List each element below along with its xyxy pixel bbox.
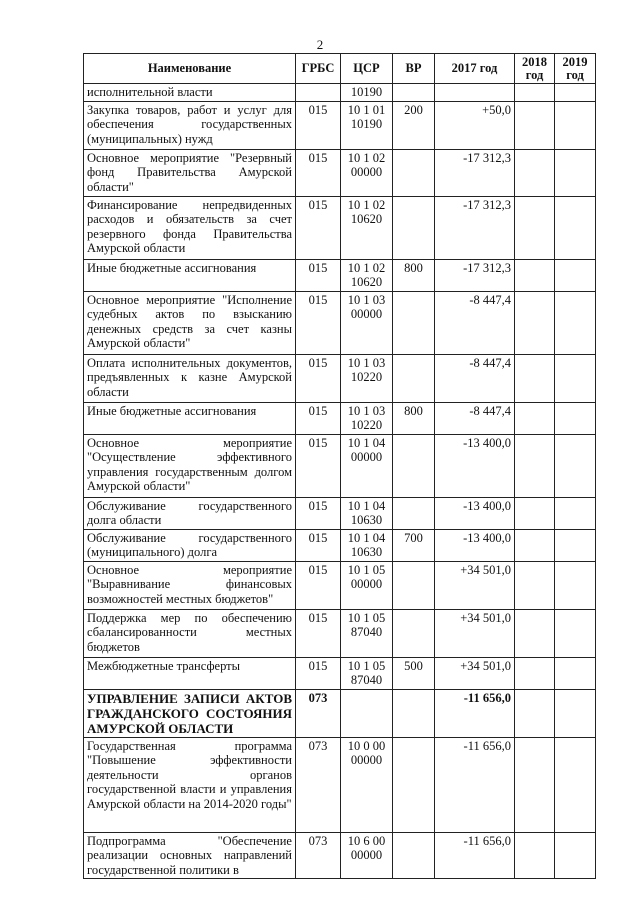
table-row: [84, 832, 596, 879]
row-grbs: 015: [296, 354, 341, 402]
row-sum-2017: +50,0: [435, 101, 515, 149]
header-name: Наименование: [84, 54, 296, 84]
row-name: Закупка товаров, работ и услуг для обеспечения государственных (муниципальных) нужд: [84, 101, 296, 149]
table-row: [84, 196, 596, 259]
row-csr: 10 1 03 00000: [341, 291, 393, 354]
table-row: [84, 291, 596, 354]
row-grbs: 015: [296, 609, 341, 657]
row-csr: 10 1 05 87040: [341, 609, 393, 657]
row-sum-2018: [515, 101, 555, 149]
row-sum-2017: -17 312,3: [435, 196, 515, 259]
table-row: [84, 149, 596, 196]
row-grbs: 073: [296, 689, 341, 737]
row-sum-2017: -13 400,0: [435, 434, 515, 497]
row-grbs: [296, 84, 341, 102]
row-grbs: 015: [296, 291, 341, 354]
row-csr: 10 0 00 00000: [341, 737, 393, 832]
row-name: Обслуживание государственного (муниципального) долга: [84, 529, 296, 561]
row-grbs: 015: [296, 402, 341, 434]
row-vr: [393, 434, 435, 497]
table-row: [84, 497, 596, 529]
row-sum-2018: [515, 561, 555, 609]
row-sum-2018: [515, 832, 555, 879]
row-sum-2019: [555, 196, 596, 259]
row-csr: 10 1 03 10220: [341, 402, 393, 434]
row-sum-2018: [515, 196, 555, 259]
row-sum-2017: +34 501,0: [435, 561, 515, 609]
header-csr: ЦСР: [341, 54, 393, 84]
row-name: Финансирование непредвиденных расходов и обязательств за счет резервного фонда Правительства Амурской области: [84, 196, 296, 259]
table-row: [84, 259, 596, 291]
row-sum-2019: [555, 402, 596, 434]
row-grbs: 015: [296, 657, 341, 689]
row-vr: 700: [393, 529, 435, 561]
row-csr: 10 1 02 10620: [341, 196, 393, 259]
row-name: Межбюджетные трансферты: [84, 657, 296, 689]
row-name: Иные бюджетные ассигнования: [84, 402, 296, 434]
row-csr: 10 1 04 10630: [341, 529, 393, 561]
row-vr: [393, 561, 435, 609]
row-sum-2017: -13 400,0: [435, 497, 515, 529]
row-sum-2018: [515, 737, 555, 832]
row-sum-2018: [515, 529, 555, 561]
table-row: [84, 101, 596, 149]
header-2018: 2018 год: [515, 54, 555, 84]
row-vr: [393, 737, 435, 832]
table-row: [84, 737, 596, 832]
row-sum-2017: -8 447,4: [435, 402, 515, 434]
row-sum-2019: [555, 561, 596, 609]
row-csr: 10 1 04 10630: [341, 497, 393, 529]
row-sum-2017: -11 656,0: [435, 832, 515, 879]
row-sum-2019: [555, 259, 596, 291]
row-sum-2019: [555, 529, 596, 561]
row-name: исполнительной власти: [84, 84, 296, 102]
table-row: [84, 434, 596, 497]
row-csr: 10 1 05 87040: [341, 657, 393, 689]
table-row: [84, 402, 596, 434]
table-row: [84, 609, 596, 657]
row-name: Оплата исполнительных документов, предъявленных к казне Амурской области: [84, 354, 296, 402]
row-vr: [393, 497, 435, 529]
table-row: [84, 657, 596, 689]
row-sum-2017: -13 400,0: [435, 529, 515, 561]
row-name: Иные бюджетные ассигнования: [84, 259, 296, 291]
row-name: Основное мероприятие "Выравнивание финансовых возможностей местных бюджетов": [84, 561, 296, 609]
row-sum-2018: [515, 402, 555, 434]
row-sum-2019: [555, 354, 596, 402]
row-sum-2018: [515, 259, 555, 291]
row-sum-2019: [555, 737, 596, 832]
row-sum-2019: [555, 832, 596, 879]
row-sum-2018: [515, 497, 555, 529]
row-grbs: 015: [296, 196, 341, 259]
row-csr: 10 1 02 00000: [341, 149, 393, 196]
row-vr: 800: [393, 402, 435, 434]
row-sum-2017: -17 312,3: [435, 259, 515, 291]
row-vr: [393, 291, 435, 354]
row-sum-2018: [515, 84, 555, 102]
row-sum-2017: -8 447,4: [435, 291, 515, 354]
row-sum-2017: -8 447,4: [435, 354, 515, 402]
row-csr: 10 1 02 10620: [341, 259, 393, 291]
table-row: [84, 354, 596, 402]
row-csr: 10 1 01 10190: [341, 101, 393, 149]
row-grbs: 073: [296, 737, 341, 832]
row-sum-2018: [515, 291, 555, 354]
row-sum-2017: +34 501,0: [435, 609, 515, 657]
row-sum-2019: [555, 291, 596, 354]
header-grbs: ГРБС: [296, 54, 341, 84]
row-sum-2019: [555, 689, 596, 737]
row-sum-2019: [555, 497, 596, 529]
row-sum-2018: [515, 689, 555, 737]
row-vr: 800: [393, 259, 435, 291]
row-sum-2017: -17 312,3: [435, 149, 515, 196]
row-csr: 10190: [341, 84, 393, 102]
row-sum-2019: [555, 434, 596, 497]
row-name: УПРАВЛЕНИЕ ЗАПИСИ АКТОВ ГРАЖДАНСКОГО СОСТОЯНИЯ АМУРСКОЙ ОБЛАСТИ: [84, 689, 296, 737]
row-vr: [393, 196, 435, 259]
row-sum-2017: +34 501,0: [435, 657, 515, 689]
row-sum-2019: [555, 84, 596, 102]
table-row: [84, 529, 596, 561]
row-sum-2019: [555, 657, 596, 689]
row-sum-2017: -11 656,0: [435, 689, 515, 737]
row-vr: [393, 354, 435, 402]
row-grbs: 015: [296, 149, 341, 196]
row-csr: 10 1 05 00000: [341, 561, 393, 609]
row-name: Подпрограмма "Обеспечение реализации основных направлений государственной политики в: [84, 832, 296, 879]
row-csr: [341, 689, 393, 737]
row-name: Государственная программа "Повышение эффективности деятельности органов государственной власти и управления Амурской области на 2014-2020 годы": [84, 737, 296, 832]
row-name: Основное мероприятие "Резервный фонд Правительства Амурской области": [84, 149, 296, 196]
row-grbs: 073: [296, 832, 341, 879]
row-csr: 10 1 03 10220: [341, 354, 393, 402]
header-2019: 2019 год: [555, 54, 596, 84]
row-name: Основное мероприятие "Осуществление эффективного управления государственным долгом Амурской области": [84, 434, 296, 497]
table-body: [84, 84, 596, 879]
row-sum-2018: [515, 657, 555, 689]
row-sum-2018: [515, 354, 555, 402]
row-name: Поддержка мер по обеспечению сбалансированности местных бюджетов: [84, 609, 296, 657]
row-sum-2019: [555, 149, 596, 196]
row-sum-2018: [515, 149, 555, 196]
row-grbs: 015: [296, 529, 341, 561]
row-sum-2019: [555, 101, 596, 149]
row-sum-2018: [515, 434, 555, 497]
row-name: Основное мероприятие "Исполнение судебных актов по взысканию денежных средств за счет казны Амурской области": [84, 291, 296, 354]
header-2017: 2017 год: [435, 54, 515, 84]
row-grbs: 015: [296, 101, 341, 149]
row-sum-2017: [435, 84, 515, 102]
budget-table: [83, 53, 596, 879]
row-vr: [393, 609, 435, 657]
table-row: [84, 689, 596, 737]
row-vr: 500: [393, 657, 435, 689]
row-grbs: 015: [296, 259, 341, 291]
row-grbs: 015: [296, 561, 341, 609]
row-vr: [393, 689, 435, 737]
row-grbs: 015: [296, 497, 341, 529]
row-vr: [393, 84, 435, 102]
table-row: [84, 561, 596, 609]
header-row: [84, 54, 596, 84]
table-row: [84, 84, 596, 102]
page-number: 2: [316, 37, 324, 52]
row-grbs: 015: [296, 434, 341, 497]
header-vr: ВР: [393, 54, 435, 84]
row-sum-2017: -11 656,0: [435, 737, 515, 832]
row-vr: 200: [393, 101, 435, 149]
row-vr: [393, 832, 435, 879]
row-sum-2019: [555, 609, 596, 657]
row-name: Обслуживание государственного долга области: [84, 497, 296, 529]
row-csr: 10 6 00 00000: [341, 832, 393, 879]
row-csr: 10 1 04 00000: [341, 434, 393, 497]
row-sum-2018: [515, 609, 555, 657]
row-vr: [393, 149, 435, 196]
